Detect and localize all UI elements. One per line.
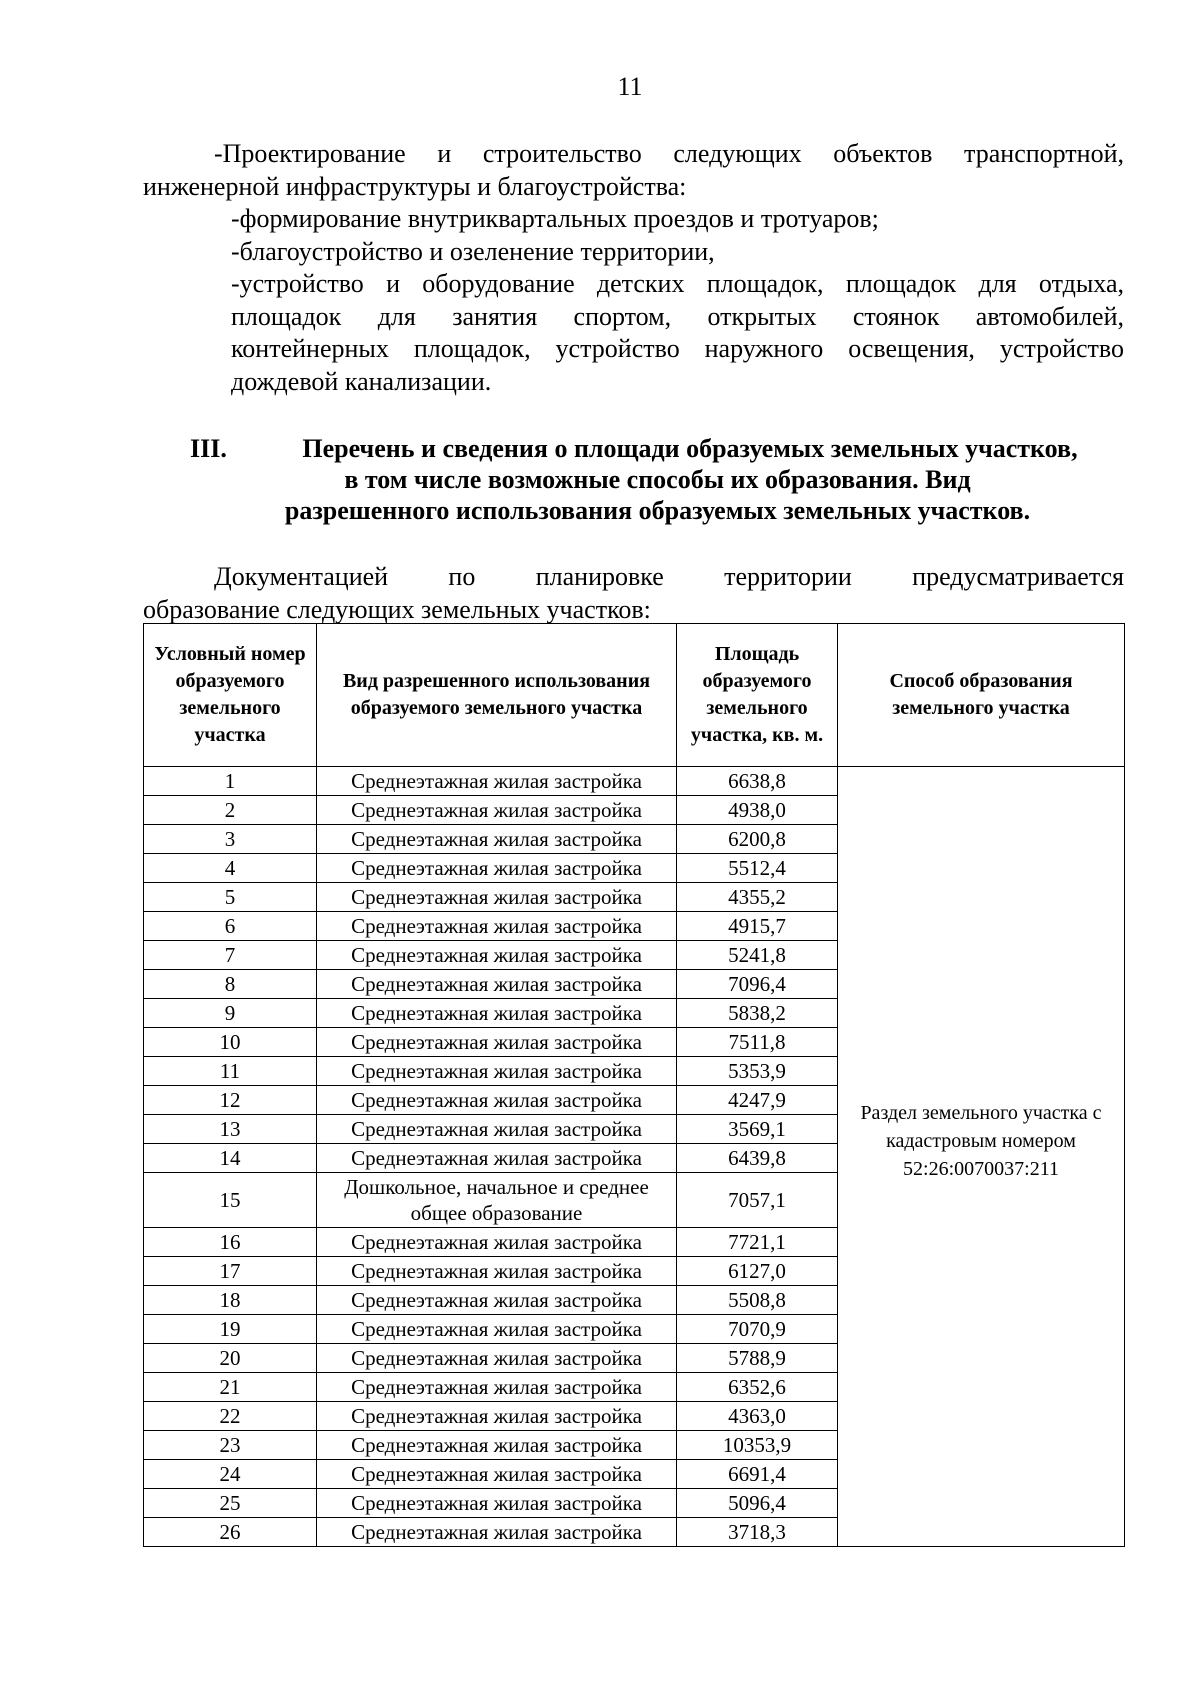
section-heading	[190, 433, 1125, 526]
page-number: 11	[617, 72, 643, 101]
permitted-use-cell: Среднеэтажная жилая застройка	[317, 1257, 677, 1286]
area-cell: 5096,4	[677, 1489, 838, 1518]
header-area: Площадь образуемого земельного участка, кв. м.	[677, 624, 838, 767]
area-cell: 10353,9	[677, 1431, 838, 1460]
area-cell: 6127,0	[677, 1257, 838, 1286]
permitted-use-cell: Среднеэтажная жилая застройка	[317, 1028, 677, 1057]
area-cell: 5512,4	[677, 854, 838, 883]
plot-number-cell: 19	[144, 1315, 317, 1344]
plot-number-cell: 6	[144, 912, 317, 941]
plot-number-cell: 14	[144, 1144, 317, 1173]
permitted-use-cell: Среднеэтажная жилая застройка	[317, 970, 677, 999]
area-cell: 4355,2	[677, 883, 838, 912]
plot-number-cell: 25	[144, 1489, 317, 1518]
permitted-use-cell: Среднеэтажная жилая застройка	[317, 941, 677, 970]
plot-number-cell: 4	[144, 854, 317, 883]
permitted-use-cell: Среднеэтажная жилая застройка	[317, 1286, 677, 1315]
intro-item: -формирование внутриквартальных проездов и тротуаров;	[231, 204, 879, 233]
plot-number-cell: 20	[144, 1344, 317, 1373]
area-cell: 4363,0	[677, 1402, 838, 1431]
permitted-use-cell: Среднеэтажная жилая застройка	[317, 1086, 677, 1115]
intro-item: контейнерных площадок, устройство наружного освещения, устройство	[231, 334, 1124, 363]
area-cell: 5838,2	[677, 999, 838, 1028]
plot-number-cell: 9	[144, 999, 317, 1028]
permitted-use-cell: Среднеэтажная жилая застройка	[317, 999, 677, 1028]
land-plots-table	[143, 623, 1125, 1547]
plot-number-cell: 1	[144, 767, 317, 796]
area-cell: 5353,9	[677, 1057, 838, 1086]
plot-number-cell: 12	[144, 1086, 317, 1115]
plot-number-cell: 21	[144, 1373, 317, 1402]
area-cell: 4247,9	[677, 1086, 838, 1115]
plot-number-cell: 5	[144, 883, 317, 912]
permitted-use-cell: Среднеэтажная жилая застройка	[317, 1402, 677, 1431]
intro-item: дождевой канализации.	[231, 367, 492, 396]
permitted-use-cell: Среднеэтажная жилая застройка	[317, 1460, 677, 1489]
plot-number-cell: 15	[144, 1173, 317, 1228]
header-permitted-use: Вид разрешенного использования образуемого земельного участка	[317, 624, 677, 767]
permitted-use-cell: Среднеэтажная жилая застройка	[317, 1115, 677, 1144]
area-cell: 6200,8	[677, 825, 838, 854]
area-cell: 3718,3	[677, 1518, 838, 1547]
area-cell: 7070,9	[677, 1315, 838, 1344]
area-cell: 5788,9	[677, 1344, 838, 1373]
plot-number-cell: 23	[144, 1431, 317, 1460]
section-number: III.	[190, 434, 227, 463]
permitted-use-cell: Среднеэтажная жилая застройка	[317, 825, 677, 854]
permitted-use-cell: Среднеэтажная жилая застройка	[317, 883, 677, 912]
permitted-use-cell: Среднеэтажная жилая застройка	[317, 912, 677, 941]
plot-number-cell: 8	[144, 970, 317, 999]
section-title-line: Перечень и сведения о площади образуемых земельных участков,	[302, 434, 1078, 463]
formation-method-cell	[838, 767, 1125, 1547]
section-title-line: разрешенного использования образуемых земельных участков.	[284, 496, 1031, 525]
area-cell: 3569,1	[677, 1115, 838, 1144]
permitted-use-cell: Среднеэтажная жилая застройка	[317, 1228, 677, 1257]
plot-number-cell: 3	[144, 825, 317, 854]
permitted-use-cell: Дошкольное, начальное и среднее общее образование	[317, 1173, 677, 1228]
area-cell: 6352,6	[677, 1373, 838, 1402]
permitted-use-cell: Среднеэтажная жилая застройка	[317, 767, 677, 796]
area-cell: 5241,8	[677, 941, 838, 970]
permitted-use-cell: Среднеэтажная жилая застройка	[317, 1518, 677, 1547]
permitted-use-cell: Среднеэтажная жилая застройка	[317, 1144, 677, 1173]
intro-item: площадок для занятия спортом, открытых стоянок автомобилей,	[231, 302, 1124, 331]
plot-number-cell: 11	[144, 1057, 317, 1086]
permitted-use-cell: Среднеэтажная жилая застройка	[317, 1057, 677, 1086]
intro-line: -Проектирование и строительство следующих объектов транспортной,	[214, 139, 1124, 168]
area-cell: 4938,0	[677, 796, 838, 825]
permitted-use-cell: Среднеэтажная жилая застройка	[317, 854, 677, 883]
table-row	[144, 767, 1125, 796]
area-cell: 7511,8	[677, 1028, 838, 1057]
plot-number-cell: 7	[144, 941, 317, 970]
intro-item: -устройство и оборудование детских площадок, площадок для отдыха,	[231, 269, 1124, 298]
plot-number-cell: 18	[144, 1286, 317, 1315]
intro-item: -благоустройство и озеленение территории,	[231, 237, 715, 266]
paragraph-line: Документацией по планировке территории предусматривается	[214, 562, 1124, 591]
table-body	[144, 767, 1125, 1547]
formation-method-text: Раздел земельного участка с кадастровым номером 52:26:0070037:211	[860, 1101, 1102, 1180]
permitted-use-cell: Среднеэтажная жилая застройка	[317, 1315, 677, 1344]
area-cell: 7057,1	[677, 1173, 838, 1228]
area-cell: 7721,1	[677, 1228, 838, 1257]
plot-number-cell: 13	[144, 1115, 317, 1144]
area-cell: 7096,4	[677, 970, 838, 999]
area-cell: 6691,4	[677, 1460, 838, 1489]
plot-number-cell: 17	[144, 1257, 317, 1286]
permitted-use-cell: Среднеэтажная жилая застройка	[317, 1489, 677, 1518]
permitted-use-cell: Среднеэтажная жилая застройка	[317, 1344, 677, 1373]
header-plot-number: Условный номер образуемого земельного участка	[144, 624, 317, 767]
permitted-use-cell: Среднеэтажная жилая застройка	[317, 1431, 677, 1460]
plot-number-cell: 10	[144, 1028, 317, 1057]
plot-number-cell: 2	[144, 796, 317, 825]
intro-line: инженерной инфраструктуры и благоустройства:	[143, 172, 687, 201]
plot-number-cell: 24	[144, 1460, 317, 1489]
area-cell: 4915,7	[677, 912, 838, 941]
table-header-row	[144, 624, 1125, 767]
permitted-use-cell: Среднеэтажная жилая застройка	[317, 1373, 677, 1402]
area-cell: 5508,8	[677, 1286, 838, 1315]
area-cell: 6439,8	[677, 1144, 838, 1173]
plot-number-cell: 22	[144, 1402, 317, 1431]
plot-number-cell: 16	[144, 1228, 317, 1257]
area-cell: 6638,8	[677, 767, 838, 796]
permitted-use-cell: Среднеэтажная жилая застройка	[317, 796, 677, 825]
plot-number-cell: 26	[144, 1518, 317, 1547]
paragraph-line: образование следующих земельных участков:	[143, 595, 651, 624]
header-formation-method: Способ образования земельного участка	[838, 624, 1125, 767]
section-title-line: в том числе возможные способы их образования. Вид	[344, 465, 971, 494]
